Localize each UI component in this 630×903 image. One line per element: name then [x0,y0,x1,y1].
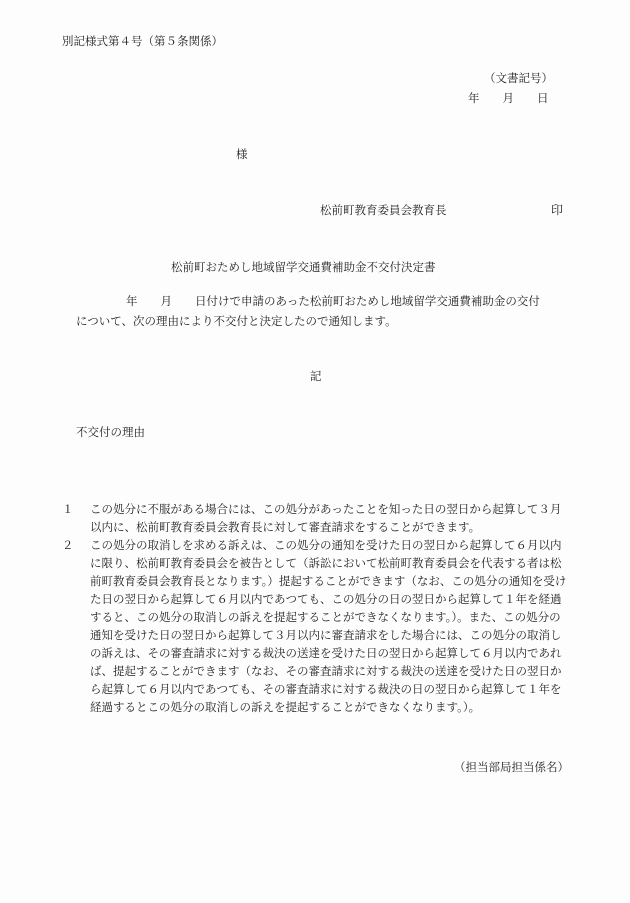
seal-mark: 印 [551,203,564,217]
ki-heading: 記 [310,369,322,383]
body-line-2: について、次の理由により不交付と決定したので通知します。 [76,314,397,328]
body-line-1: 年 月 日付けで申請のあった松前町おためし地域留学交通費補助金の交付 [126,294,540,308]
document-number: （文書記号） [484,71,553,85]
note-text: この処分に不服がある場合には、この処分があったことを知った日の翌日から起算して３月以内に、松前町教育委員会教育長に対して審査請求をすることができます。 [90,502,562,534]
contact-department: （担当部局担当係名） [454,760,569,774]
note-number: １ [62,502,74,516]
reason-label: 不交付の理由 [76,425,145,439]
document-title: 松前町おためし地域留学交通費補助金不交付決定書 [171,260,436,274]
sender-title: 松前町教育委員会教育長 [320,203,447,217]
note-number: ２ [62,538,74,552]
addressee-suffix: 様 [236,147,248,161]
date-line: 年 月 日 [468,91,549,105]
note-text: この処分の取消しを求める訴えは、この処分の通知を受けた日の翌日から起算して６月以内に限り、松前町教育委員会を被告として（訴訟において松前町教育委員会を代表する者は松前町教育委員会教育長となります。）提起することができます（なお、この処分の通知を受けた日の翌日から起算して６月以内であつても、この処分の日の翌日から起算して１年を経過すると、この処分の取消しの訴えを提起することができなくなります。）。また、この処分の通知を受けた日の翌日から起算して３月以内に審査請求をした場合には、この処分の取消しの訴えは、その審査請求に対する裁決の送達を受けた日の翌日から起算して６月以内であれば、提起することができます（なお、その審査請求に対する裁決の送達を受けた日の翌日から起算して６月以内であつても、その審査請求に対する裁決の日の翌日から起算して１年を経過するとこの処分の取消しの訴えを提起することができなくなります。）。 [90,538,567,714]
form-label: 別記様式第４号（第５条関係） [62,34,223,48]
note-item [62,500,570,536]
note-item [62,536,570,716]
notes-list [62,500,570,716]
